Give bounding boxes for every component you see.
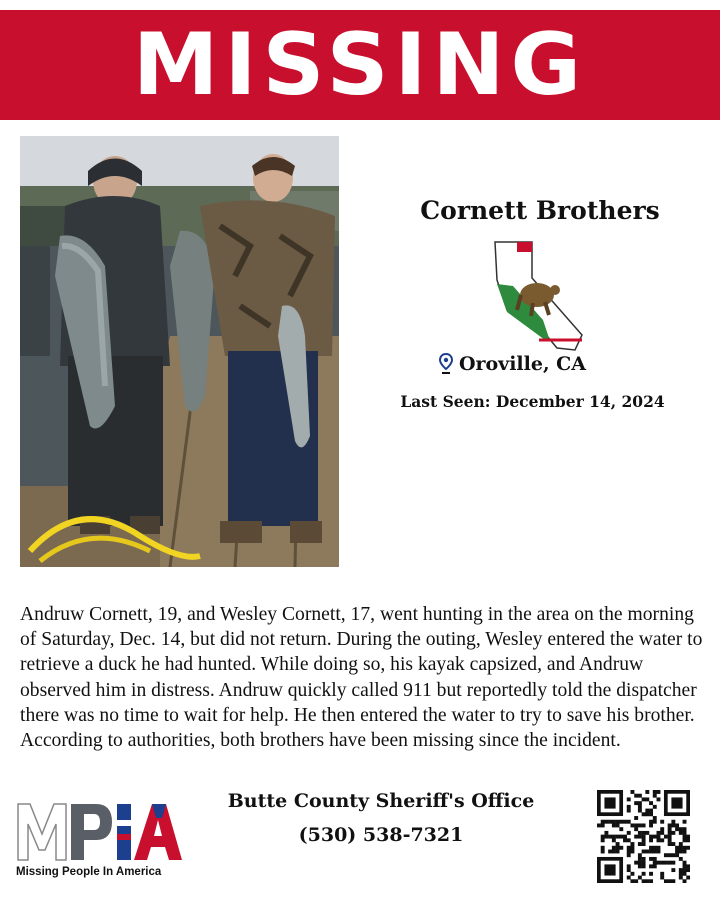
location-pin-icon bbox=[439, 353, 453, 375]
missing-person-name: Cornett Brothers bbox=[420, 196, 660, 225]
logo-caption: Missing People In America bbox=[16, 866, 162, 878]
mpia-logo-letters-icon bbox=[16, 800, 182, 862]
california-state-flag-map-icon bbox=[487, 240, 587, 352]
last-seen-date: Last Seen: December 14, 2024 bbox=[400, 392, 665, 411]
banner-title: MISSING bbox=[132, 15, 588, 115]
agency-name: Butte County Sheriff's Office bbox=[227, 790, 535, 812]
missing-persons-photo bbox=[20, 136, 339, 567]
incident-description: Andruw Cornett, 19, and Wesley Cornett, 17, went hunting in the area on the morning of Saturday, Dec. 14, but did not return. During the outing, Wesley entered the water to retrieve a duck he had hunted. While doing so, his kayak capsized, and Andruw observed him in distress. Andruw quickly called 911 but reportedly told the dispatcher there was no time to wait for help. He then entered the water to try to save his brother. According to authorities, both brothers have been missing since the incident. bbox=[20, 604, 703, 752]
agency-phone[interactable]: (530) 538-7321 bbox=[298, 824, 464, 846]
photo-two-boys-holding-salmon-icon bbox=[20, 136, 339, 567]
missing-banner bbox=[0, 10, 720, 120]
last-known-location bbox=[360, 353, 665, 375]
qr-code-icon[interactable] bbox=[597, 790, 690, 883]
mpia-logo bbox=[16, 800, 186, 884]
location-text: Oroville, CA bbox=[458, 353, 587, 375]
